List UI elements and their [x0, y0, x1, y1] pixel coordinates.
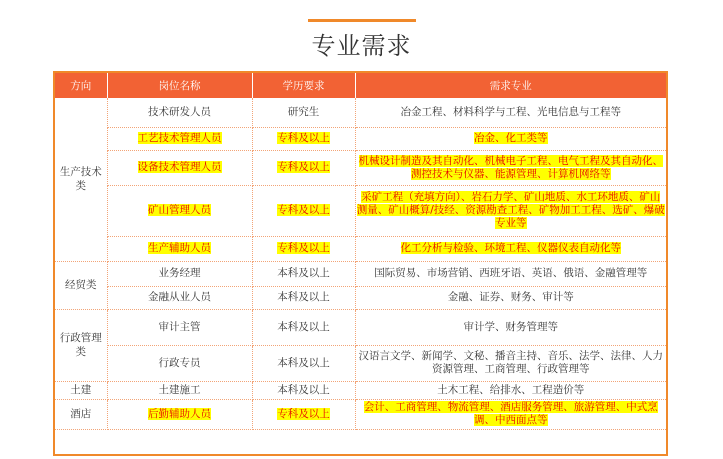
requirements-table [55, 73, 666, 430]
table-row [55, 98, 666, 127]
table-row [55, 150, 666, 185]
title-accent-bar [308, 19, 416, 22]
cell-major: 国际贸易、市场营销、西班牙语、英语、俄语、金融管理等 [355, 261, 666, 286]
cell-major [355, 185, 666, 236]
cell-education [252, 399, 355, 429]
group-admin: 行政管理类 [55, 309, 107, 381]
cell-education: 本科及以上 [252, 261, 355, 286]
requirements-table-container [53, 71, 668, 456]
highlight-text: 工艺技术管理人员 [137, 132, 222, 144]
highlight-text: 冶金、化工类等 [474, 132, 548, 144]
cell-position [107, 399, 252, 429]
table-row [55, 399, 666, 429]
group-trade: 经贸类 [55, 261, 107, 309]
highlight-text: 后勤辅助人员 [148, 407, 211, 420]
cell-education [252, 150, 355, 185]
highlight-text: 采矿工程（充填方向）、岩石力学、矿山地质、水工环地质、矿山测量、矿山概算/技经、资源勘查工程、矿物加工工程、选矿、爆破专业等 [356, 191, 665, 229]
cell-major: 金融、证券、财务、审计等 [355, 286, 666, 309]
table-row [55, 127, 666, 150]
highlight-text: 机械设计制造及其自动化、机械电子工程、电气工程及其自动化、测控技术与仪器、能源管理、计算机网络等 [358, 154, 663, 180]
highlight-text: 生产辅助人员 [148, 242, 211, 254]
cell-education: 本科及以上 [252, 345, 355, 381]
cell-position [107, 150, 252, 185]
highlight-text: 化工分析与检验、环境工程、仪器仪表自动化等 [400, 242, 621, 254]
header-direction: 方向 [55, 73, 107, 98]
table-row [55, 345, 666, 381]
cell-education [252, 236, 355, 261]
cell-education: 本科及以上 [252, 309, 355, 345]
highlight-text: 矿山管理人员 [148, 204, 211, 216]
cell-position: 行政专员 [107, 345, 252, 381]
highlight-text: 设备技术管理人员 [137, 161, 222, 173]
table-row [55, 381, 666, 399]
table-row [55, 309, 666, 345]
cell-position [107, 236, 252, 261]
table-row [55, 286, 666, 309]
highlight-text: 专科及以上 [277, 161, 330, 173]
table-row [55, 185, 666, 236]
cell-position: 审计主管 [107, 309, 252, 345]
header-major: 需求专业 [355, 73, 666, 98]
cell-education [252, 127, 355, 150]
highlight-text: 专科及以上 [277, 242, 330, 254]
cell-major [355, 399, 666, 429]
cell-position: 金融从业人员 [107, 286, 252, 309]
cell-major [355, 150, 666, 185]
highlight-text: 专科及以上 [277, 407, 330, 420]
cell-education: 研究生 [252, 98, 355, 127]
cell-major [355, 127, 666, 150]
highlight-text: 会计、工商管理、物流管理、酒店服务管理、旅游管理、中式烹调、中西面点等 [363, 401, 658, 426]
table-row [55, 236, 666, 261]
highlight-text: 专科及以上 [277, 132, 330, 144]
cell-major [355, 236, 666, 261]
group-civil: 土建 [55, 381, 107, 399]
table-header-row [55, 73, 666, 98]
page-title: 专业需求 [311, 32, 412, 60]
group-hotel: 酒店 [55, 399, 107, 429]
cell-position: 土建施工 [107, 381, 252, 399]
cell-position: 业务经理 [107, 261, 252, 286]
cell-major: 审计学、财务管理等 [355, 309, 666, 345]
cell-major: 土木工程、给排水、工程造价等 [355, 381, 666, 399]
cell-education [252, 185, 355, 236]
cell-major: 冶金工程、材料科学与工程、光电信息与工程等 [355, 98, 666, 127]
cell-position: 技术研发人员 [107, 98, 252, 127]
header-position: 岗位名称 [107, 73, 252, 98]
cell-education: 本科及以上 [252, 381, 355, 399]
cell-education: 本科及以上 [252, 286, 355, 309]
cell-major: 汉语言文学、新闻学、文秘、播音主持、音乐、法学、法律、人力资源管理、工商管理、行政管理等 [355, 345, 666, 381]
highlight-text: 专科及以上 [277, 204, 330, 216]
group-production: 生产技术类 [55, 98, 107, 261]
table-row [55, 261, 666, 286]
cell-position [107, 127, 252, 150]
header-education: 学历要求 [252, 73, 355, 98]
cell-position [107, 185, 252, 236]
